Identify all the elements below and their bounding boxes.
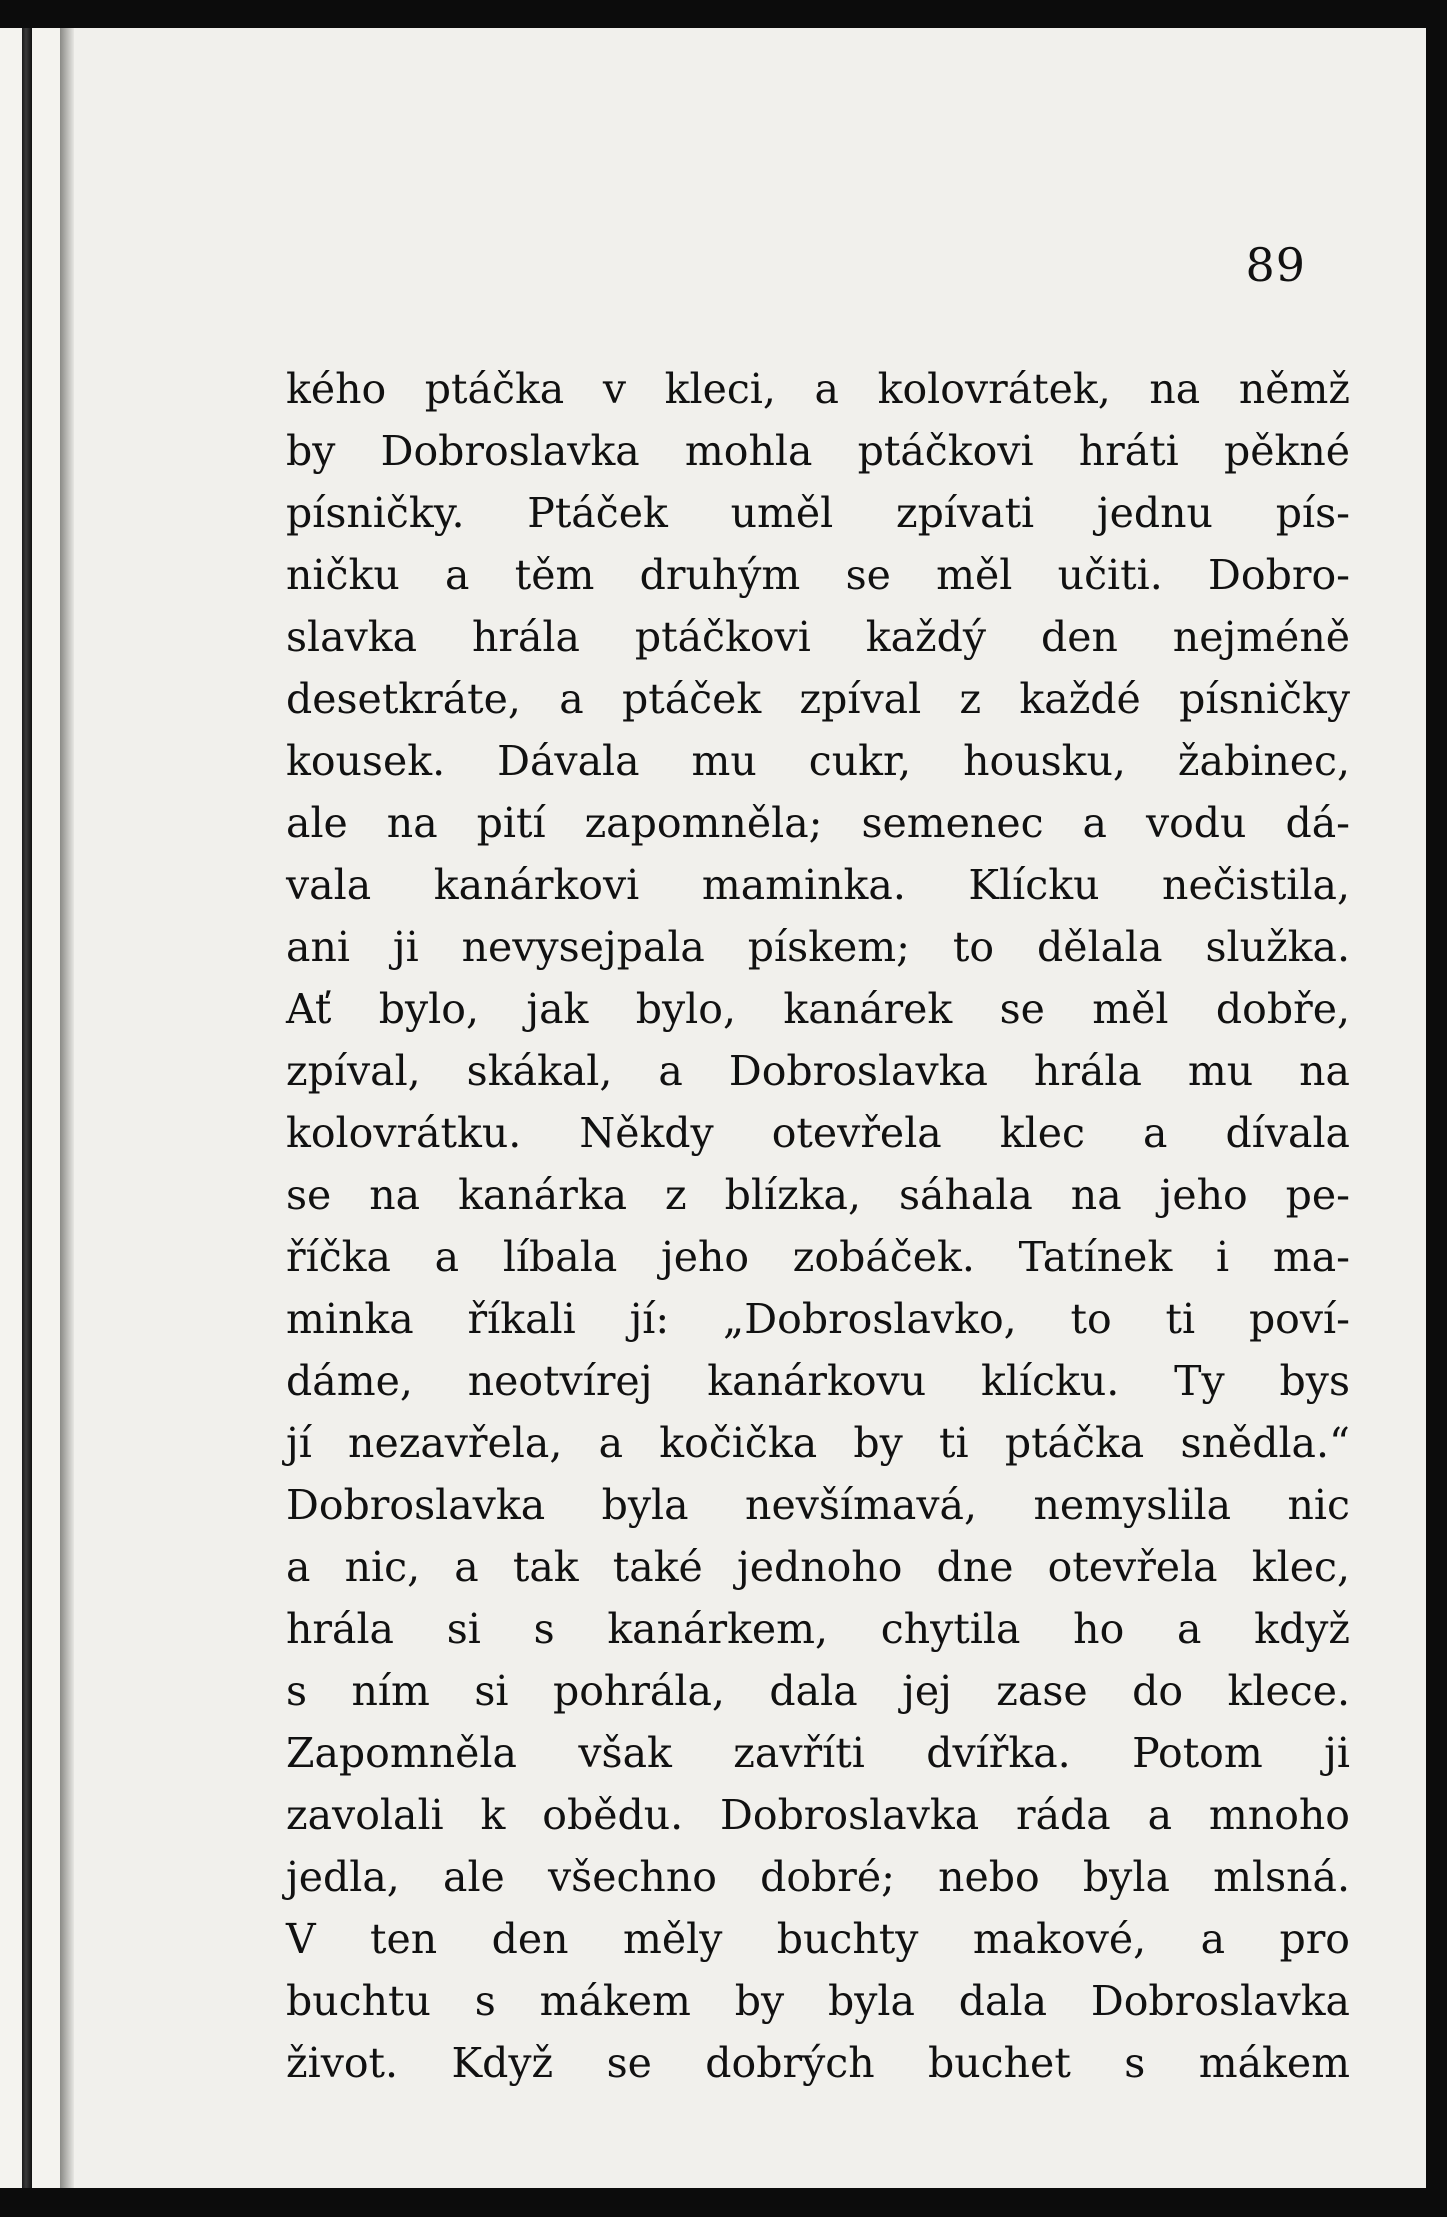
text-line: jedla, ale všechno dobré; nebo byla mlsná.: [286, 1853, 1350, 1901]
text-line: by Dobroslavka mohla ptáčkovi hráti pěkné: [286, 427, 1350, 475]
text-line: říčka a líbala jeho zobáček. Tatínek i ma-: [286, 1233, 1350, 1281]
text-line: s ním si pohrála, dala jej zase do klece.: [286, 1667, 1350, 1715]
text-line: Zapomněla však zavříti dvířka. Potom ji: [286, 1729, 1350, 1777]
spine-shadow: [60, 28, 74, 2188]
text-line: se na kanárka z blízka, sáhala na jeho pe-: [286, 1171, 1350, 1219]
text-line: ale na pití zapomněla; semenec a vodu dá-: [286, 799, 1350, 847]
text-line: Ať bylo, jak bylo, kanárek se měl dobře,: [286, 985, 1350, 1033]
text-line: Dobroslavka byla nevšímavá, nemyslila nic: [286, 1481, 1350, 1529]
scan-edge-right: [1426, 0, 1447, 2217]
text-line: V ten den měly buchty makové, a pro: [286, 1915, 1350, 1963]
text-line: kousek. Dávala mu cukr, housku, žabinec,: [286, 737, 1350, 785]
text-line: zavolali k obědu. Dobroslavka ráda a mnoho: [286, 1791, 1350, 1839]
text-line: dáme, neotvírej kanárkovu klícku. Ty bys: [286, 1357, 1350, 1405]
text-line: písničky. Ptáček uměl zpívati jednu pís-: [286, 489, 1350, 537]
text-line: ničku a těm druhým se měl učiti. Dobro-: [286, 551, 1350, 599]
text-line: život. Když se dobrých buchet s mákem: [286, 2039, 1350, 2087]
text-line: vala kanárkovi maminka. Klícku nečistila,: [286, 861, 1350, 909]
text-line: zpíval, skákal, a Dobroslavka hrála mu na: [286, 1047, 1350, 1095]
book-page: [60, 28, 1426, 2188]
body-text: [286, 358, 1350, 2094]
text-line: hrála si s kanárkem, chytila ho a když: [286, 1605, 1350, 1653]
text-line: minka říkali jí: „Dobroslavko, to ti poví-: [286, 1295, 1350, 1343]
text-line: desetkráte, a ptáček zpíval z každé písničky: [286, 675, 1350, 723]
binding-edge: [0, 28, 60, 2188]
text-line: slavka hrála ptáčkovi každý den nejméně: [286, 613, 1350, 661]
text-line: kolovrátku. Někdy otevřela klec a dívala: [286, 1109, 1350, 1157]
text-line: jí nezavřela, a kočička by ti ptáčka snědla.“: [286, 1419, 1350, 1467]
text-line: ani ji nevysejpala pískem; to dělala služka.: [286, 923, 1350, 971]
text-line: a nic, a tak také jednoho dne otevřela klec,: [286, 1543, 1350, 1591]
page-number: 89: [1245, 238, 1306, 292]
text-line: buchtu s mákem by byla dala Dobroslavka: [286, 1977, 1350, 2025]
text-line: kého ptáčka v kleci, a kolovrátek, na němž: [286, 365, 1350, 413]
